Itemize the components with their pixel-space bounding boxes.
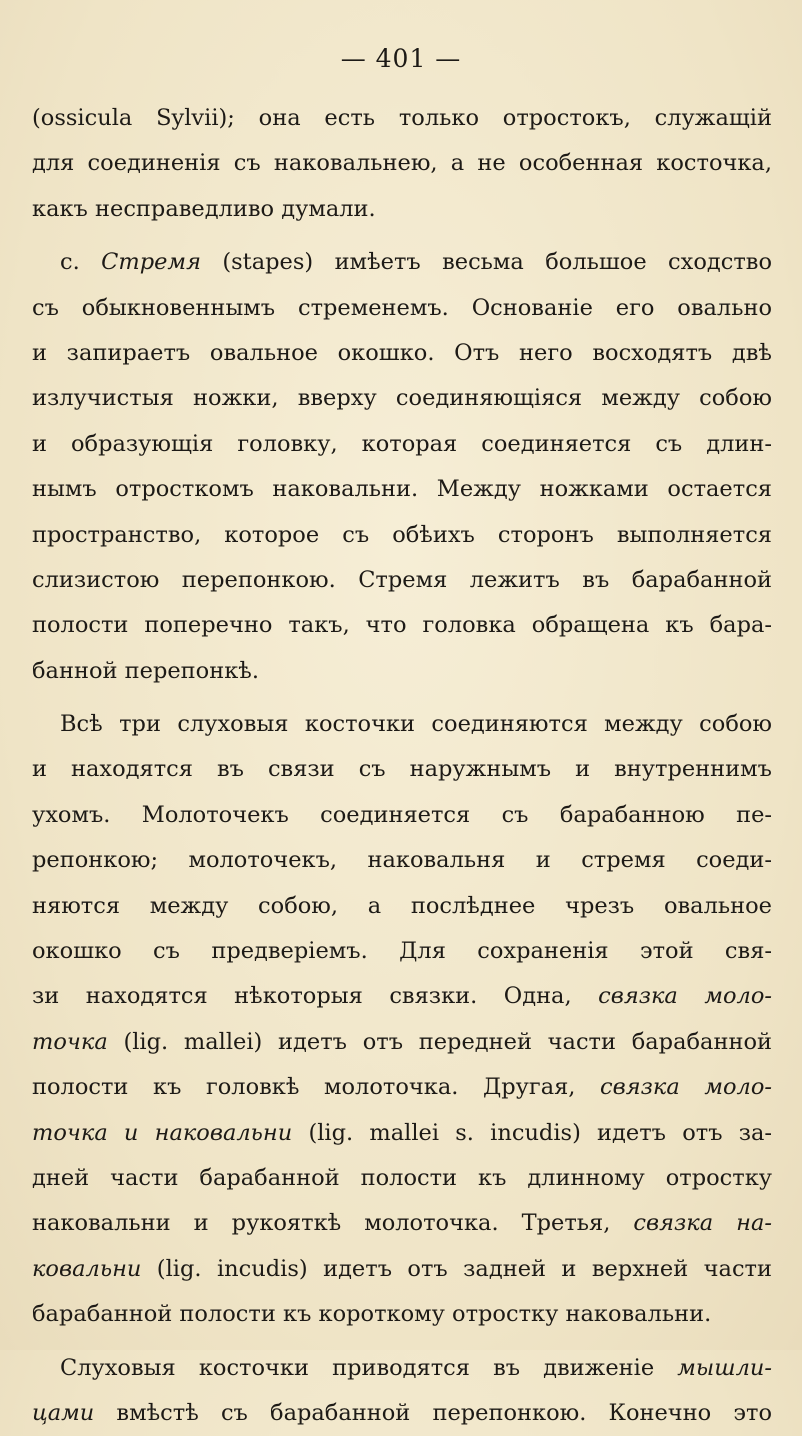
text-line (32, 240, 772, 285)
text-segment: вмѣстѣ съ барабанной перепонкою. Конечно это (94, 1399, 772, 1426)
text-line (32, 929, 772, 974)
italic-term: точка и наковальни (32, 1119, 293, 1146)
text-line (32, 1201, 772, 1246)
text-segment: съ обыкновеннымъ стременемъ. Основаніе его овально (32, 294, 772, 321)
text-line (32, 187, 772, 232)
text-segment: и образующія головку, которая соединяется съ длин- (32, 430, 772, 457)
text-segment: (lig. mallei) идетъ отъ передней части барабанной (107, 1028, 772, 1055)
text-line (32, 558, 772, 603)
text-line (32, 702, 772, 747)
text-line (32, 603, 772, 648)
text-segment: окошко съ предверіемъ. Для сохраненія этой свя- (32, 938, 772, 965)
text-segment: полости поперечно такъ, что головка обращена къ бара- (32, 612, 772, 639)
page-number: — 401 — (340, 44, 462, 73)
italic-term: цами (32, 1399, 95, 1426)
text-segment: излучистыя ножки, вверху соединяющіяся между собою (32, 385, 772, 412)
text-line (32, 838, 772, 883)
text-segment: c. (60, 249, 102, 276)
body-text (32, 96, 772, 1436)
text-line (32, 422, 772, 467)
text-segment: ухомъ. Молоточекъ соединяется съ барабанною пе- (32, 801, 772, 828)
italic-term: Стремя (101, 249, 201, 276)
text-segment: банной перепонкѣ. (32, 657, 259, 684)
text-segment: слизистою перепонкою. Стремя лежитъ въ барабанной (32, 566, 772, 593)
text-line (32, 96, 772, 141)
italic-term: мышли- (677, 1354, 772, 1381)
text-segment: и запираетъ овальное окошко. Отъ него восходятъ двѣ (32, 339, 772, 366)
text-line (32, 513, 772, 558)
text-segment: наковальни и рукояткѣ молоточка. Третья, (32, 1210, 634, 1237)
text-line (32, 376, 772, 421)
text-segment: (ossicula Sylvii); она есть только отростокъ, служащій (32, 105, 772, 131)
text-segment: репонкою; молоточекъ, наковальня и стремя соеди- (32, 847, 772, 874)
text-line (32, 793, 772, 838)
text-segment: (stapes) имѣетъ весьма большое сходство (200, 249, 772, 276)
text-segment: нымъ отросткомъ наковальни. Между ножками остается (32, 476, 772, 503)
italic-term: связка моло- (598, 983, 772, 1010)
text-segment: дней части барабанной полости къ длинному отростку (32, 1164, 772, 1191)
text-line (32, 467, 772, 512)
text-line (32, 884, 772, 929)
text-line (32, 1391, 772, 1436)
paragraph-gap (32, 694, 772, 702)
text-line (32, 1292, 772, 1337)
text-segment: Слуховыя косточки приводятся въ движеніе (60, 1354, 678, 1381)
paragraph-gap (32, 232, 772, 240)
text-line (32, 286, 772, 331)
text-line (32, 1247, 772, 1292)
text-line (32, 1346, 772, 1391)
text-line (32, 1156, 772, 1201)
paragraph-gap (32, 1338, 772, 1346)
text-line (32, 1020, 772, 1065)
text-line (32, 141, 772, 186)
text-segment: Всѣ три слуховыя косточки соединяются между собою (60, 711, 772, 738)
text-segment: (lig. mallei s. incudis) идетъ отъ за- (292, 1119, 772, 1146)
italic-term: точка (32, 1028, 108, 1055)
text-line (32, 747, 772, 792)
italic-term: связка на- (633, 1210, 772, 1237)
text-line (32, 1065, 772, 1110)
text-segment: зи находятся нѣкоторыя связки. Одна, (32, 983, 599, 1010)
text-segment: и находятся въ связи съ наружнымъ и внутреннимъ (32, 756, 772, 783)
italic-term: ковальни (32, 1255, 142, 1282)
text-line (32, 649, 772, 694)
text-segment: для соединенія съ наковальнею, а не особенная косточка, (32, 150, 772, 177)
italic-term: связка моло- (600, 1074, 772, 1101)
text-segment: полости къ головкѣ молоточка. Другая, (32, 1074, 601, 1101)
text-segment: няются между собою, а послѣднее чрезъ овальное (32, 892, 772, 919)
text-segment: барабанной полости къ короткому отростку наковальни. (32, 1301, 712, 1328)
text-line (32, 331, 772, 376)
text-segment: какъ несправедливо думали. (32, 195, 376, 222)
text-segment: пространство, которое съ обѣихъ сторонъ выполняется (32, 521, 772, 548)
text-segment: (lig. incudis) идетъ отъ задней и верхней части (141, 1255, 772, 1282)
text-line (32, 1111, 772, 1156)
text-line (32, 974, 772, 1019)
